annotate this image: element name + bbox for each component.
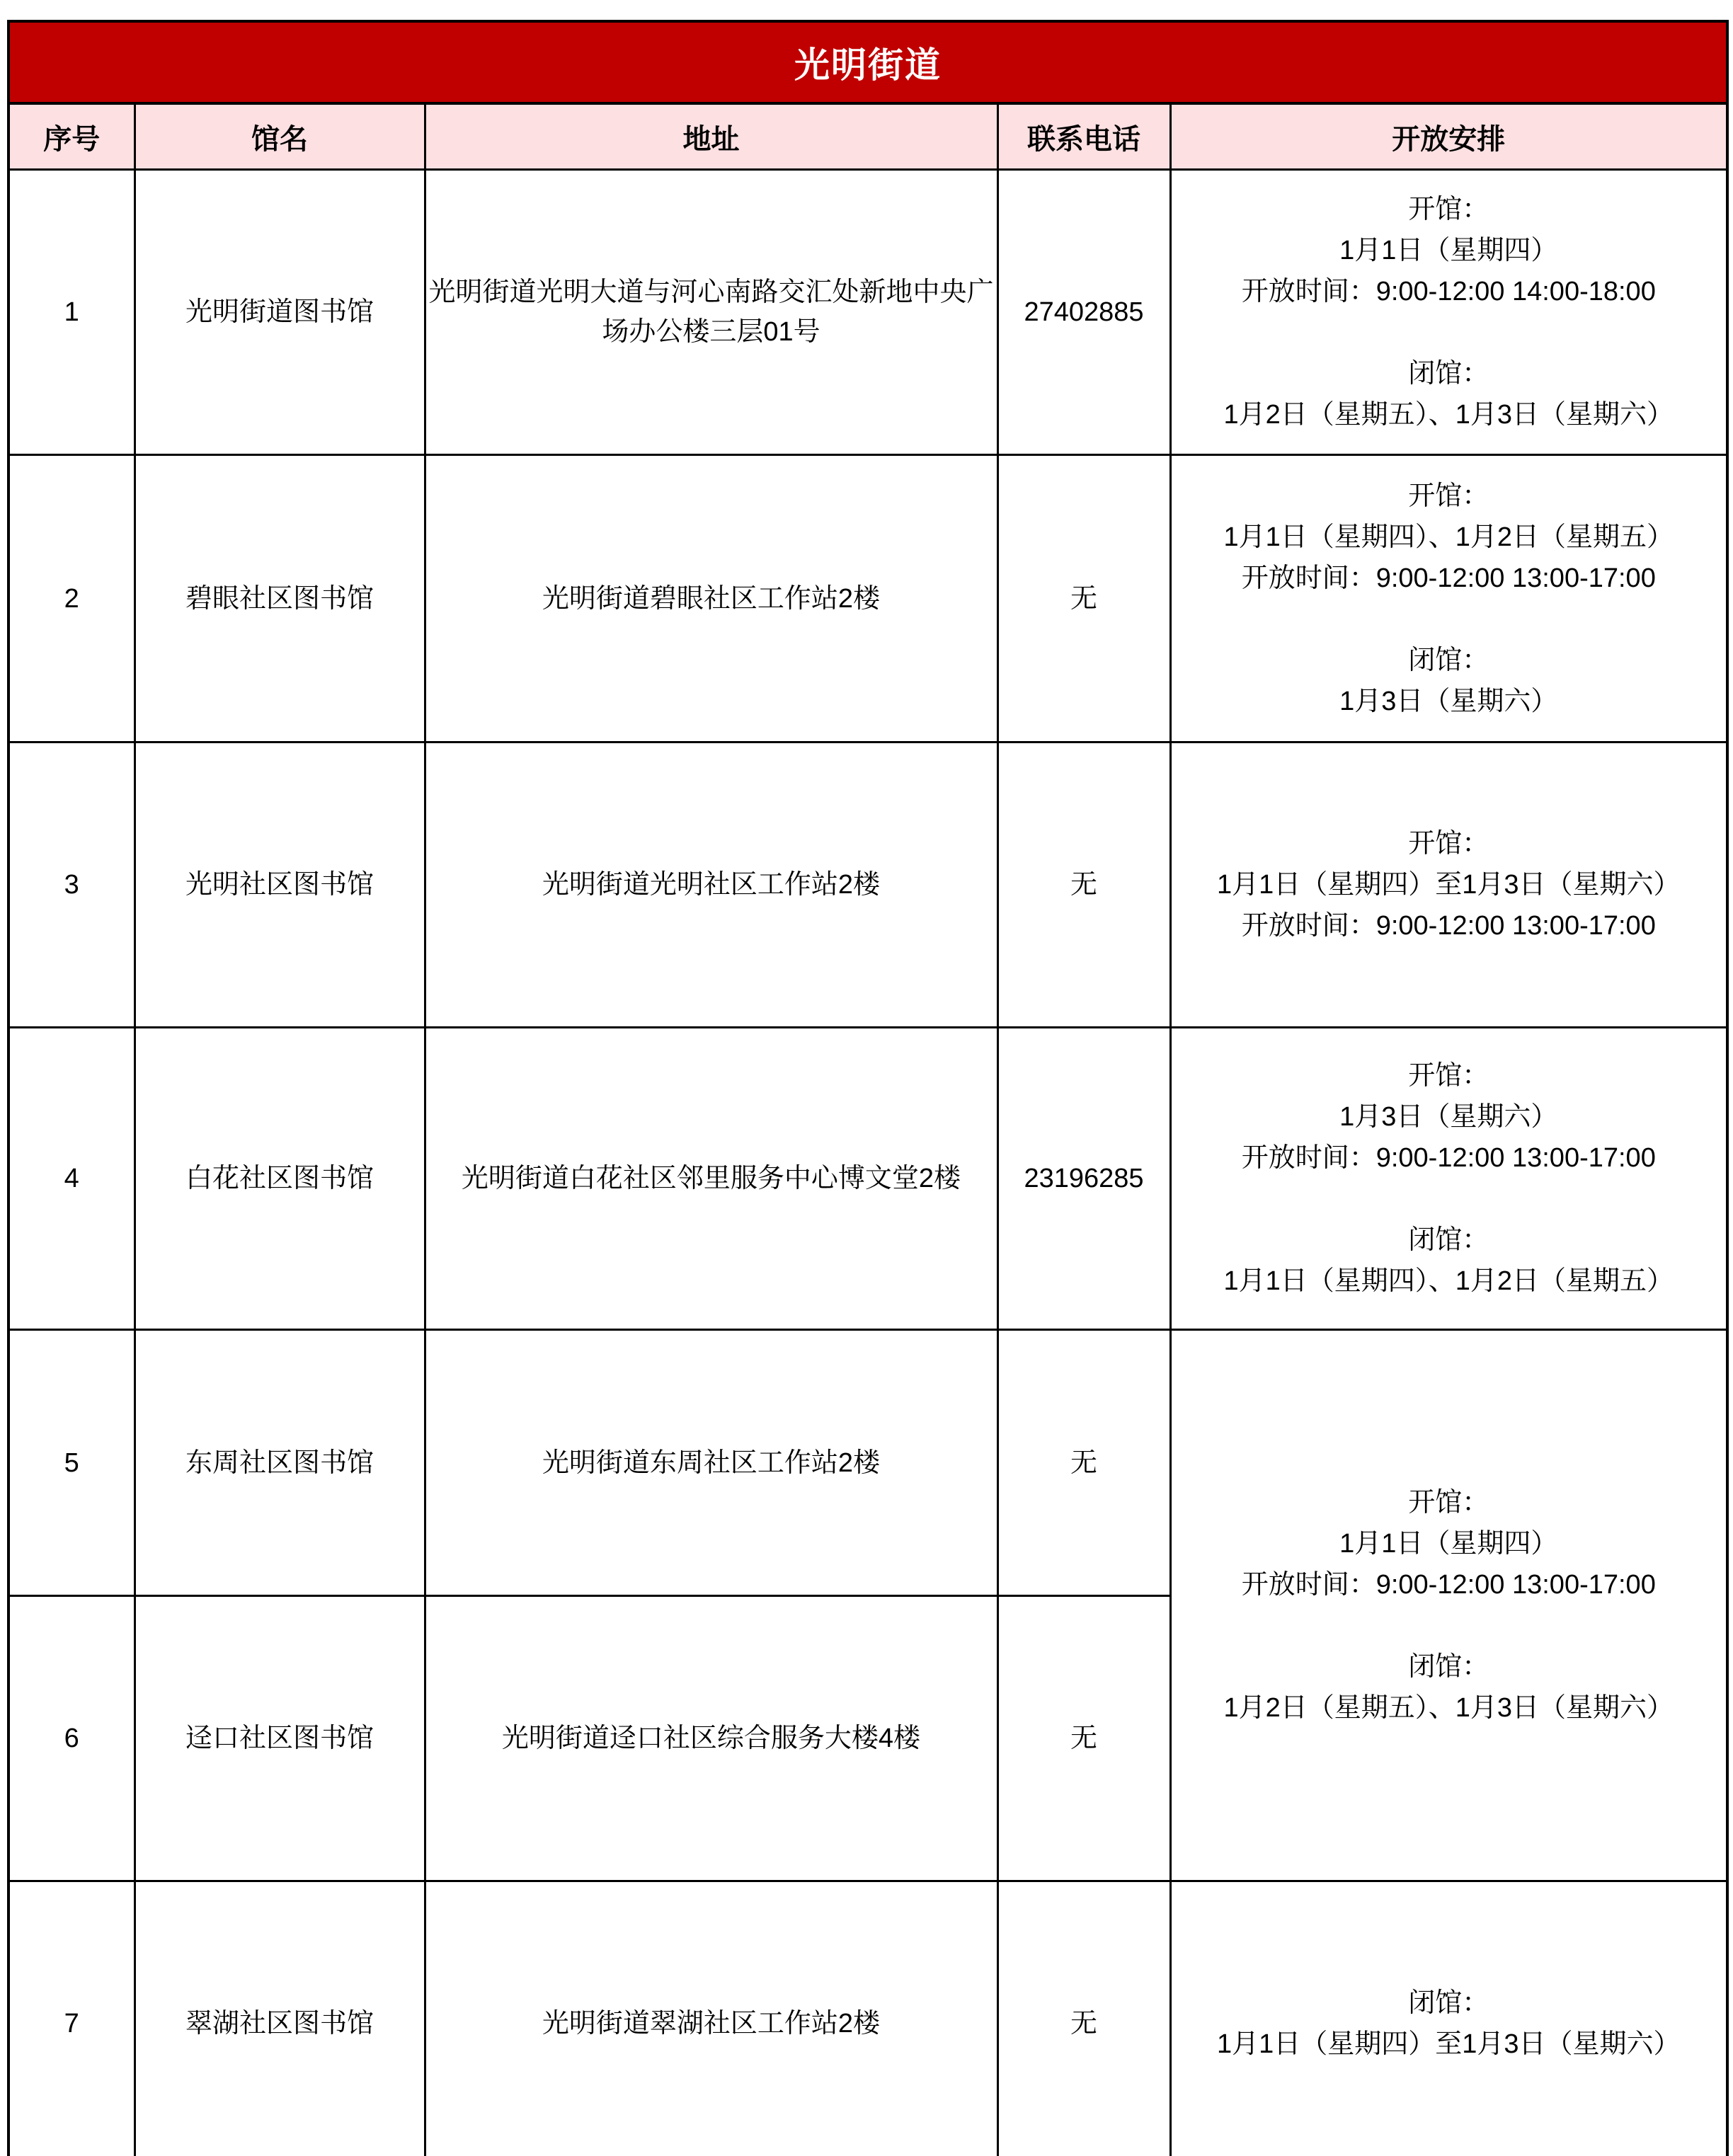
schedule-line: 1月3日（星期六） bbox=[1339, 686, 1558, 716]
schedule-cell bbox=[1170, 1881, 1727, 2156]
phone-cell: 无 bbox=[997, 1881, 1170, 2156]
library-name-cell: 翠湖社区图书馆 bbox=[135, 1881, 425, 2156]
table-row bbox=[8, 1881, 1727, 2156]
library-name-cell: 光明街道图书馆 bbox=[135, 170, 425, 455]
row-no-cell: 1 bbox=[8, 170, 135, 455]
address-cell: 光明街道白花社区邻里服务中心博文堂2楼 bbox=[425, 1028, 997, 1330]
table-title-row bbox=[8, 21, 1727, 103]
schedule-line: 闭馆： bbox=[1408, 1988, 1489, 2018]
table-row bbox=[8, 455, 1727, 742]
table-row bbox=[8, 170, 1727, 455]
schedule-cell bbox=[1170, 742, 1727, 1028]
row-no-cell: 6 bbox=[8, 1596, 135, 1881]
row-no-cell: 4 bbox=[8, 1028, 135, 1330]
schedule-cell-merged bbox=[1170, 1330, 1727, 1881]
phone-cell: 23196285 bbox=[997, 1028, 1170, 1330]
table-header-row bbox=[8, 103, 1727, 170]
schedule-line: 闭馆： bbox=[1408, 645, 1489, 675]
schedule-line: 开放时间：9:00-12:00 13:00-17:00 bbox=[1241, 911, 1656, 941]
address-cell: 光明街道翠湖社区工作站2楼 bbox=[425, 1881, 997, 2156]
schedule-line: 开放时间：9:00-12:00 14:00-18:00 bbox=[1241, 277, 1656, 306]
library-name-cell: 白花社区图书馆 bbox=[135, 1028, 425, 1330]
phone-cell: 无 bbox=[997, 455, 1170, 742]
address-cell: 光明街道光明社区工作站2楼 bbox=[425, 742, 997, 1028]
library-name-cell: 迳口社区图书馆 bbox=[135, 1596, 425, 1881]
schedule-cell bbox=[1170, 170, 1727, 455]
schedule-line: 开馆： bbox=[1408, 1488, 1489, 1518]
schedule-line: 1月1日（星期四）、1月2日（星期五） bbox=[1223, 522, 1674, 552]
schedule-line: 闭馆： bbox=[1408, 359, 1489, 389]
library-name-cell: 碧眼社区图书馆 bbox=[135, 455, 425, 742]
address-cell: 光明街道东周社区工作站2楼 bbox=[425, 1330, 997, 1596]
schedule-line: 开放时间：9:00-12:00 13:00-17:00 bbox=[1241, 1143, 1656, 1173]
library-name-cell: 东周社区图书馆 bbox=[135, 1330, 425, 1596]
phone-cell: 27402885 bbox=[997, 170, 1170, 455]
schedule-cell bbox=[1170, 1028, 1727, 1330]
phone-cell: 无 bbox=[997, 1596, 1170, 1881]
schedule-line bbox=[1172, 599, 1727, 640]
schedule-line bbox=[1172, 1605, 1727, 1646]
schedule-line: 1月1日（星期四）至1月3日（星期六） bbox=[1217, 870, 1681, 900]
schedule-line: 开馆： bbox=[1408, 195, 1489, 224]
schedule-line: 1月2日（星期五）、1月3日（星期六） bbox=[1223, 400, 1674, 430]
schedule-line bbox=[1172, 1179, 1727, 1220]
phone-cell: 无 bbox=[997, 1330, 1170, 1596]
page-title: 光明街道 bbox=[8, 21, 1727, 103]
schedule-line: 1月1日（星期四）至1月3日（星期六） bbox=[1217, 2029, 1681, 2059]
row-no-cell: 3 bbox=[8, 742, 135, 1028]
table-row bbox=[8, 1330, 1727, 1596]
col-header-schedule: 开放安排 bbox=[1170, 103, 1727, 170]
row-no-cell: 5 bbox=[8, 1330, 135, 1596]
row-no-cell: 2 bbox=[8, 455, 135, 742]
schedule-line: 1月1日（星期四） bbox=[1339, 1529, 1558, 1559]
schedule-line: 1月3日（星期六） bbox=[1339, 1102, 1558, 1132]
col-header-name: 馆名 bbox=[135, 103, 425, 170]
schedule-line: 开放时间：9:00-12:00 13:00-17:00 bbox=[1241, 1570, 1656, 1600]
schedule-line: 闭馆： bbox=[1408, 1652, 1489, 1682]
row-no-cell: 7 bbox=[8, 1881, 135, 2156]
library-name-cell: 光明社区图书馆 bbox=[135, 742, 425, 1028]
schedule-line: 开放时间：9:00-12:00 13:00-17:00 bbox=[1241, 563, 1656, 593]
table-row bbox=[8, 1028, 1727, 1330]
col-header-address: 地址 bbox=[425, 103, 997, 170]
schedule-line: 开馆： bbox=[1408, 481, 1489, 511]
address-cell: 光明街道碧眼社区工作站2楼 bbox=[425, 455, 997, 742]
schedule-cell bbox=[1170, 455, 1727, 742]
library-schedule-table bbox=[7, 20, 1729, 2156]
schedule-line bbox=[1172, 312, 1727, 353]
schedule-line: 开馆： bbox=[1408, 1061, 1489, 1091]
schedule-line: 1月1日（星期四）、1月2日（星期五） bbox=[1223, 1266, 1674, 1296]
table-row bbox=[8, 742, 1727, 1028]
col-header-phone: 联系电话 bbox=[997, 103, 1170, 170]
col-header-no: 序号 bbox=[8, 103, 135, 170]
schedule-line: 1月2日（星期五）、1月3日（星期六） bbox=[1223, 1693, 1674, 1723]
address-cell: 光明街道光明大道与河心南路交汇处新地中央广场办公楼三层01号 bbox=[425, 170, 997, 455]
phone-cell: 无 bbox=[997, 742, 1170, 1028]
schedule-line: 开馆： bbox=[1408, 829, 1489, 859]
address-cell: 光明街道迳口社区综合服务大楼4楼 bbox=[425, 1596, 997, 1881]
schedule-line: 闭馆： bbox=[1408, 1225, 1489, 1255]
schedule-line: 1月1日（星期四） bbox=[1339, 236, 1558, 265]
